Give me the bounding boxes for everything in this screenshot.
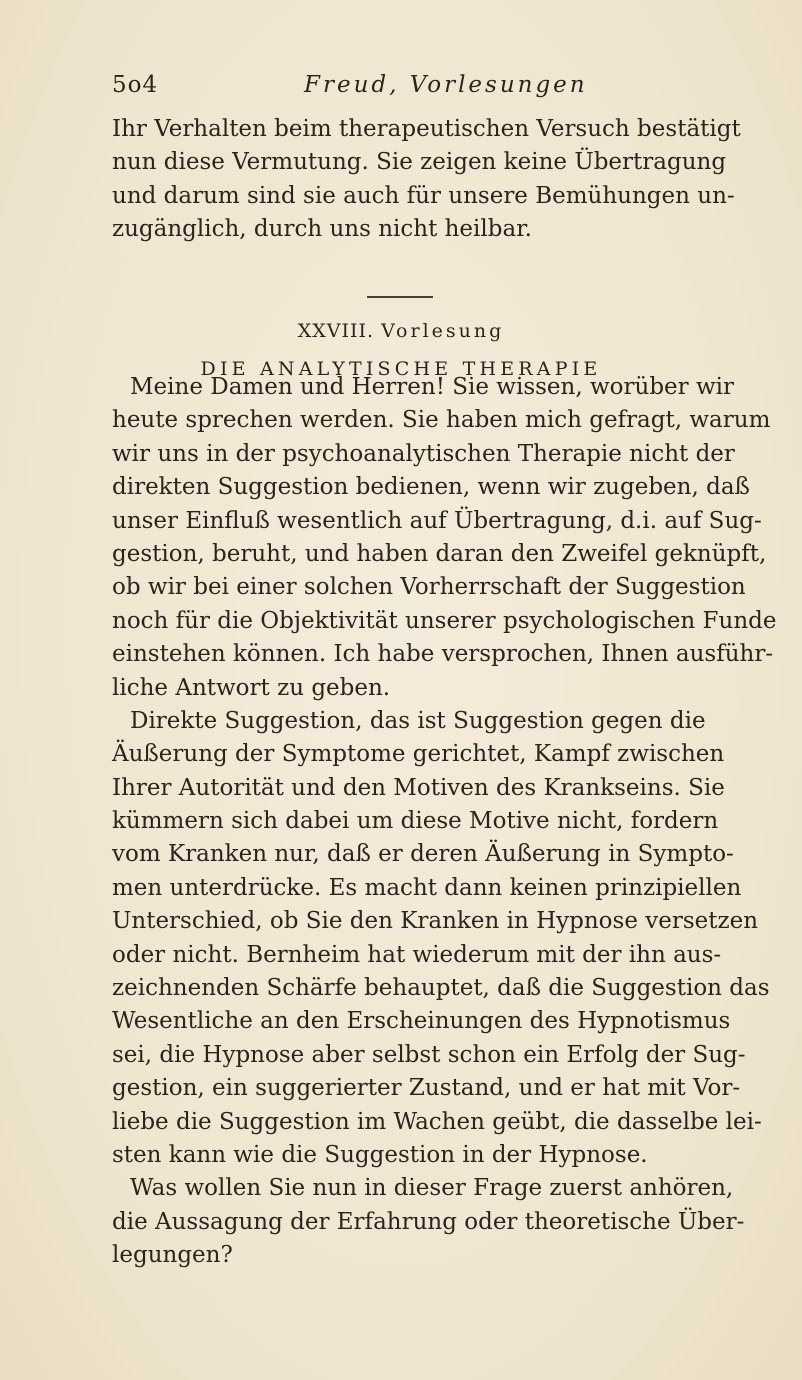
text-line: einstehen können. Ich habe versprochen, Ihnen ausführ- xyxy=(112,641,774,668)
preceding-paragraph xyxy=(112,113,741,247)
lecture-label: Vorlesung xyxy=(381,320,505,342)
text-line: liche Antwort zu geben. xyxy=(112,674,391,701)
text-line: ob wir bei einer solchen Vorherrschaft der Suggestion xyxy=(112,574,746,601)
text-line: kümmern sich dabei um diese Motive nicht, fordern xyxy=(112,808,719,835)
text-line: noch für die Objektivität unserer psychologischen Funde xyxy=(112,607,777,634)
text-line: gestion, ein suggerierter Zustand, und er hat mit Vor- xyxy=(112,1075,741,1102)
text-line: Was wollen Sie nun in dieser Frage zuerst anhören, xyxy=(130,1175,734,1202)
text-line: die Aussagung der Erfahrung oder theoretische Über- xyxy=(112,1208,745,1235)
text-line: sten kann wie die Suggestion in der Hypnose. xyxy=(112,1141,648,1168)
text-line: Direkte Suggestion, das ist Suggestion gegen die xyxy=(130,707,706,734)
lecture-body xyxy=(112,371,777,1273)
text-line: Ihrer Autorität und den Motiven des Krankseins. Sie xyxy=(112,774,725,801)
text-line: nun diese Vermutung. Sie zeigen keine Übertragung xyxy=(112,149,727,176)
text-line: men unterdrücke. Es macht dann keinen prinzipiellen xyxy=(112,874,742,901)
lecture-heading xyxy=(0,320,802,342)
text-line: heute sprechen werden. Sie haben mich gefragt, warum xyxy=(112,407,771,434)
text-line: vom Kranken nur, daß er deren Äußerung in Sympto- xyxy=(112,841,734,868)
text-line: liebe die Suggestion im Wachen geübt, die dasselbe lei- xyxy=(112,1108,762,1135)
lecture-title: DIE ANALYTISCHE THERAPIE xyxy=(200,358,602,380)
text-line: wir uns in der psychoanalytischen Therapie nicht der xyxy=(112,440,735,467)
text-line: zeichnenden Schärfe behauptet, daß die Suggestion das xyxy=(112,975,770,1002)
text-line: Unterschied, ob Sie den Kranken in Hypnose versetzen xyxy=(112,908,759,935)
text-line: zugänglich, durch uns nicht heilbar. xyxy=(112,216,532,243)
text-line: direkten Suggestion bedienen, wenn wir zugeben, daß xyxy=(112,474,750,501)
text-line: oder nicht. Bernheim hat wiederum mit der ihn aus- xyxy=(112,941,722,968)
running-head: Freud, Vorlesungen xyxy=(304,72,588,98)
text-line: legungen? xyxy=(112,1242,233,1269)
text-line: Meine Damen und Herren! Sie wissen, worüber wir xyxy=(130,374,734,400)
text-line: gestion, beruht, und haben daran den Zweifel geknüpft, xyxy=(112,540,767,567)
section-divider xyxy=(367,296,433,298)
text-line: Ihr Verhalten beim therapeutischen Versuch bestätigt xyxy=(112,116,741,142)
text-line: Äußerung der Symptome gerichtet, Kampf zwischen xyxy=(112,741,725,768)
lecture-number: XXVIII. xyxy=(297,320,375,342)
text-line: sei, die Hypnose aber selbst schon ein Erfolg der Sug- xyxy=(112,1041,746,1068)
page-header xyxy=(112,72,692,106)
text-line: unser Einfluß wesentlich auf Übertragung, d.i. auf Sug- xyxy=(112,507,762,534)
text-line: Wesentliche an den Erscheinungen des Hypnotismus xyxy=(112,1008,731,1035)
page-number: 5o4 xyxy=(112,72,159,98)
text-line: und darum sind sie auch für unsere Bemühungen un- xyxy=(112,182,735,209)
